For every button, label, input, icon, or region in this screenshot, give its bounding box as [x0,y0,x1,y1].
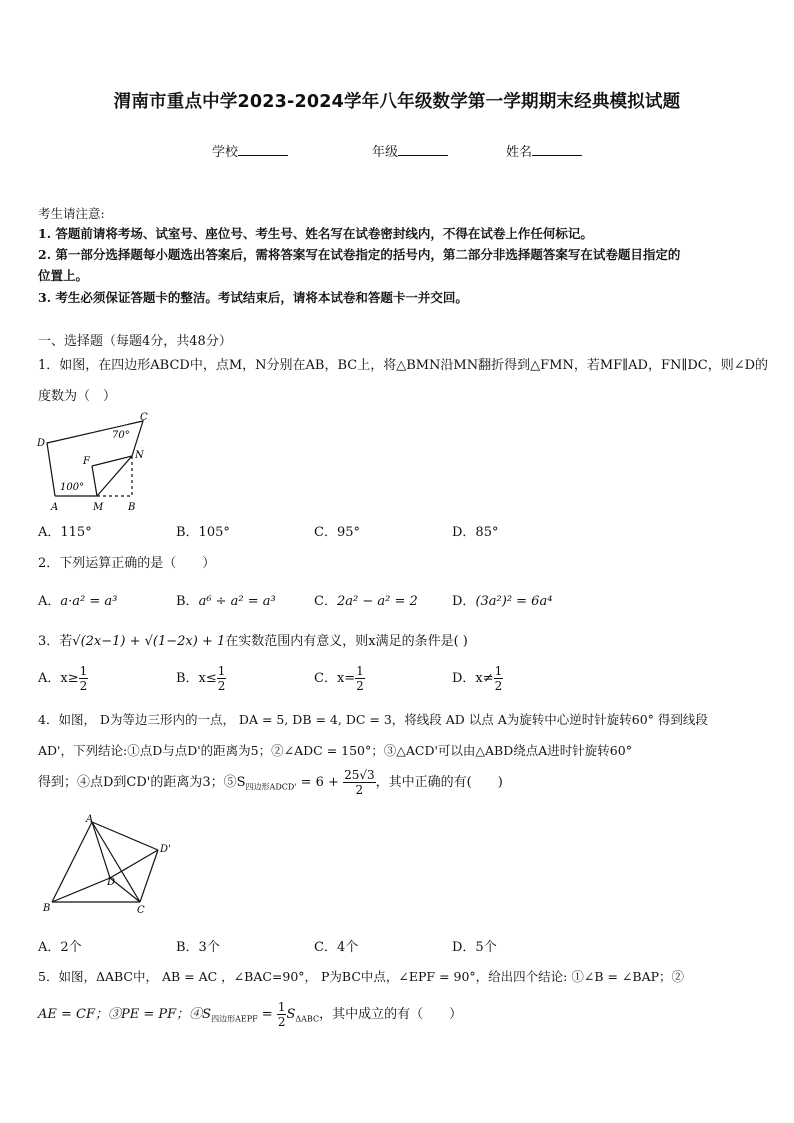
q3-stem: 3．若√(2x−1) + √(1−2x) + 1在实数范围内有意义，则x满足的条件是( ) [38,634,468,649]
q4-figure [38,812,178,918]
q1-label-b: B [128,502,136,513]
q4-stem-line1: 4．如图， D为等边三形内的一点， DA = 5, DB = 4, DC = 3，将线段 AD 以点 A为旋转中心逆时针旋转60° 得到线段 [38,712,708,727]
q4-option-b[interactable]: B．3个 [176,940,220,955]
q4-label-dprime: D' [160,844,171,855]
q5-stem-line1: 5．如图，ΔABC中， AB = AC ，∠BAC=90°， P为BC中点，∠EPF = 90°，给出四个结论: ①∠B = ∠BAP；② [38,969,685,984]
q4-option-d[interactable]: D．5个 [452,940,497,955]
notice-item: 1. 答题前请将考场、试室号、座位号、考生号、姓名写在试卷密封线内，不得在试卷上作任何标记。 [38,226,593,241]
q1-label-c: C [140,412,148,423]
q3-option-a[interactable]: A．x≥ $\frac{1}{2}$ [38,664,88,693]
q2-option-c[interactable]: C．2a² − a² = 2 [314,594,418,609]
q1-label-f: F [83,456,90,467]
q4-stem-line3: 得到；④点D到CD'的距离为3；$⑤S_{四边形ADCD'} = 6$ + $\frac{25√3}{2}$ ，其中正确的有( ) [38,768,503,797]
q4-label-b: B [43,903,51,914]
q1-stem-line1: 1．如图，在四边形ABCD中，点M，N分别在AB，BC上，将△BMN沿MN翻折得到△FMN，若MF∥AD，FN∥DC，则∠D的 [38,358,769,373]
q4-option-a[interactable]: A．2个 [38,940,82,955]
notice-item: 位置上。 [38,268,89,283]
q2-option-d[interactable]: D．(3a²)² = 6a⁴ [452,594,553,609]
notice-heading: 考生请注意: [38,206,105,221]
q1-label-a: A [51,502,59,513]
q2-option-a[interactable]: A．a·a² = a³ [38,594,118,609]
q1-label-d: D [37,438,46,449]
q1-angle-a: 100° [60,482,85,493]
q1-stem-line2: 度数为（ ） [38,389,117,404]
q4-label-a: A [86,814,94,825]
q5-stem-line2: AE = CF；③PE = PF；$④S_{四边形AEPF}$ = $\frac{1}{2}$ $S_{\Delta ABC}$，其中成立的有（ ） [38,1000,463,1029]
q3-option-d[interactable]: D．x≠ $\frac{1}{2}$ [452,664,503,693]
q4-option-c[interactable]: C．4个 [314,940,359,955]
page-title: 渭南市重点中学2023-2024学年八年级数学第一学期期末经典模拟试题 [113,92,681,112]
q3-option-c[interactable]: C．x= $\frac{1}{2}$ [314,664,364,693]
school-field[interactable]: 学校 [212,141,288,160]
q1-label-n: N [135,450,144,461]
q2-stem: 2．下列运算正确的是（ ） [38,556,216,571]
notice-item: 2. 第一部分选择题每小题选出答案后，需将答案写在试卷指定的括号内，第二部分非选择题答案写在试卷题目指定的 [38,247,681,262]
name-field[interactable]: 姓名 [506,141,582,160]
grade-field[interactable]: 年级 [372,141,448,160]
notice-item: 3. 考生必须保证答题卡的整洁。考试结束后，请将本试卷和答题卡一并交回。 [38,290,468,305]
q1-option-c[interactable]: C．95° [314,525,360,540]
q1-option-b[interactable]: B．105° [176,525,230,540]
q4-label-c: C [137,905,145,916]
q1-option-a[interactable]: A．115° [38,525,92,540]
q1-angle-c: 70° [112,430,130,441]
q4-stem-line2: AD'，下列结论:①点D与点D'的距离为5；②∠ADC = 150°；③△ACD'可以由△ABD绕点A进时针旋转60° [38,743,632,758]
q1-label-m: M [93,502,104,513]
q4-label-d: D [107,877,116,888]
q1-figure [30,408,160,513]
q1-option-d[interactable]: D．85° [452,525,499,540]
q2-option-b[interactable]: B．a⁶ ÷ a² = a³ [176,594,276,609]
section-heading: 一、选择题（每题4分，共48分） [38,334,232,349]
q3-option-b[interactable]: B．x≤ $\frac{1}{2}$ [176,664,226,693]
